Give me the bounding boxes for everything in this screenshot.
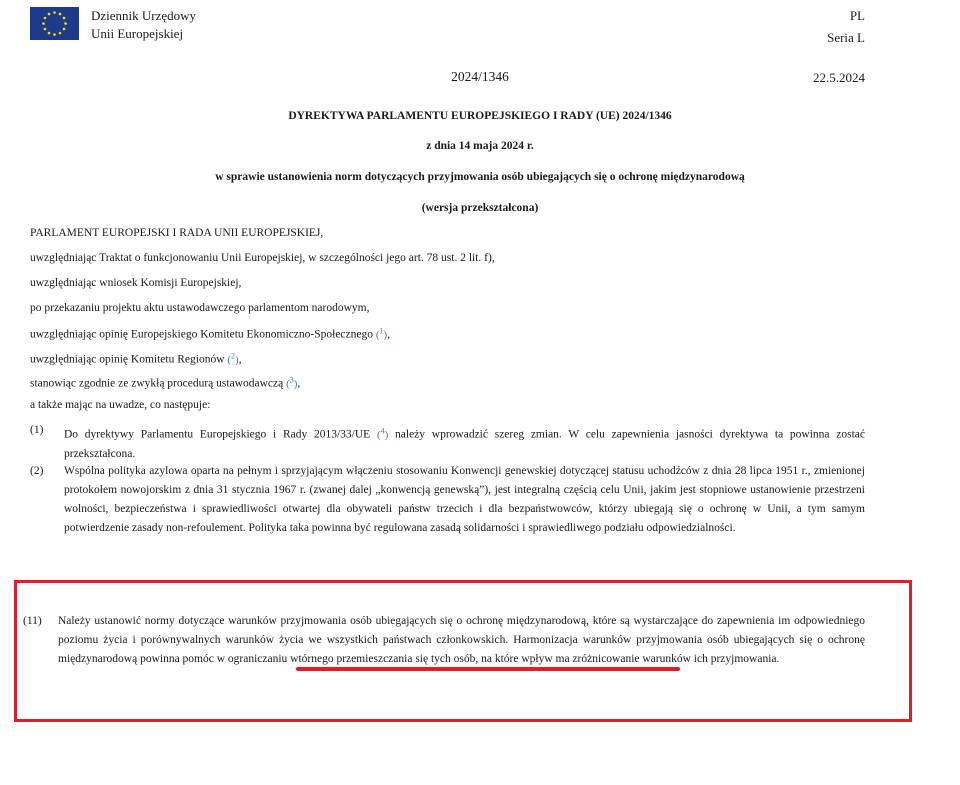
- document-number: 2024/1346: [451, 69, 509, 84]
- recital-text: Wspólna polityka azylowa oparta na pełnym i sprzyjającym włączeniu stosowaniu Konwencji genewskiej dotyczącej statusu uchodźców z dnia 28 lipca 1951 r., zmienionej protokołem nowojorskim z dnia 31 stycznia 1967 r. (zwanej dalej „konwencją genewską”), jest integralną częścią celu Unii, jakim jest stopniowe ustanowienie przestrzeni wolności, bezpieczeństwa i sprawiedliwości otwartej dla obywateli państw trzecich i dla bezpaństwowców, którzy ubiegają się o ochronę w Unii, a tym samym potwierdzenie zasady non-refoulement. Polityka taka powinna być regulowana zasadą solidarności i sprawiedliwego podziału odpowiedzialności.: [64, 465, 865, 534]
- preamble-regions: uwzględniając opinię Komitetu Regionów ($^2$),: [30, 351, 242, 366]
- preamble-parliament: PARLAMENT EUROPEJSKI I RADA UNII EUROPEJSKIEJ,: [30, 227, 324, 239]
- series-label: Seria L: [827, 30, 865, 45]
- preamble-national-parliaments: po przekazaniu projektu aktu ustawodawczego parlamentom narodowym,: [30, 302, 370, 314]
- journal-name-line1: Dziennik Urzędowy: [91, 8, 197, 23]
- language-code: PL: [849, 8, 865, 23]
- preamble-procedure: stanowiąc zgodnie ze zwykłą procedurą ustawodawczą ($^3$),: [30, 375, 301, 390]
- journal-name: [91, 7, 196, 43]
- publication-date: 22.5.2024: [813, 70, 865, 85]
- footnote-link[interactable]: ($^2$): [227, 351, 239, 366]
- eu-flag-icon: [30, 7, 79, 40]
- preamble-procedure-text: stanowiąc zgodnie ze zwykłą procedurą ustawodawczą: [30, 377, 284, 390]
- directive-date: z dnia 14 maja 2024 r.: [426, 140, 534, 152]
- journal-name-line2: Unii Europejskiej: [91, 26, 184, 41]
- journal-meta: [827, 7, 865, 47]
- recital-text: Do dyrektywy Parlamentu Europejskiego i Rady 2013/33/UE ($^4$) należy wprowadzić szereg zmian. W celu zapewnienia jasności dyrektywa ta powinna zostać przekształcona.: [64, 426, 866, 460]
- preamble-commission: uwzględniając wniosek Komisji Europejskiej,: [30, 277, 242, 289]
- eu-star: [63, 28, 66, 31]
- recital-1: [30, 421, 865, 464]
- preamble-whereas: a także mając na uwadze, co następuje:: [30, 399, 211, 411]
- eu-star: [53, 11, 56, 14]
- eu-star: [48, 13, 51, 16]
- recital-number: (11): [23, 615, 42, 627]
- eu-star: [48, 32, 51, 35]
- directive-subject: w sprawie ustanowienia norm dotyczących przyjmowania osób ubiegających się o ochronę międzynarodową: [215, 171, 745, 183]
- preamble-treaty: uwzględniając Traktat o funkcjonowaniu Unii Europejskiej, w szczególności jego art. 78 ust. 2 lit. f),: [30, 252, 495, 264]
- footnote-link[interactable]: ($^4$): [376, 426, 389, 441]
- recital-text: Należy ustanowić normy dotyczące warunków przyjmowania osób ubiegających się o ochronę międzynarodową, które są wystarczające do zapewnienia im odpowiedniego poziomu życia i porównywalnych warunków życia we wszystkich państwach członkowskich. Harmonizacja warunków przyjmowania osób ubiegających się o ochronę międzynarodową powinna pomóc w ograniczaniu wtórnego przemieszczania się tych osób, na które wpływ ma zróżnicowanie warunków ich przyjmowania.: [58, 615, 865, 665]
- eu-star: [59, 32, 62, 35]
- highlight-underline: [296, 667, 680, 671]
- preamble-eesc-text: uwzględniając opinię Europejskiego Komitetu Ekonomiczno-Społecznego: [30, 328, 373, 341]
- directive-version: (wersja przekształcona): [421, 202, 539, 214]
- eu-star: [42, 22, 45, 25]
- recital-number: (2): [30, 465, 44, 477]
- eu-star: [64, 22, 67, 25]
- preamble-eesc: uwzględniając opinię Europejskiego Komitetu Ekonomiczno-Społecznego ($^1$),: [30, 326, 391, 341]
- eu-star: [63, 17, 66, 20]
- recital-11: [23, 612, 865, 669]
- recital-2: [30, 462, 865, 538]
- eu-star: [44, 17, 47, 20]
- eu-star: [44, 28, 47, 31]
- recital-number: (1): [30, 424, 44, 436]
- directive-title: DYREKTYWA PARLAMENTU EUROPEJSKIEGO I RADY (UE) 2024/1346: [288, 110, 672, 122]
- preamble-regions-text: uwzględniając opinię Komitetu Regionów: [30, 353, 225, 366]
- footnote-link[interactable]: ($^1$): [375, 326, 388, 341]
- eu-star: [59, 13, 62, 16]
- eu-star: [53, 33, 56, 36]
- footnote-link[interactable]: ($^3$): [286, 375, 298, 390]
